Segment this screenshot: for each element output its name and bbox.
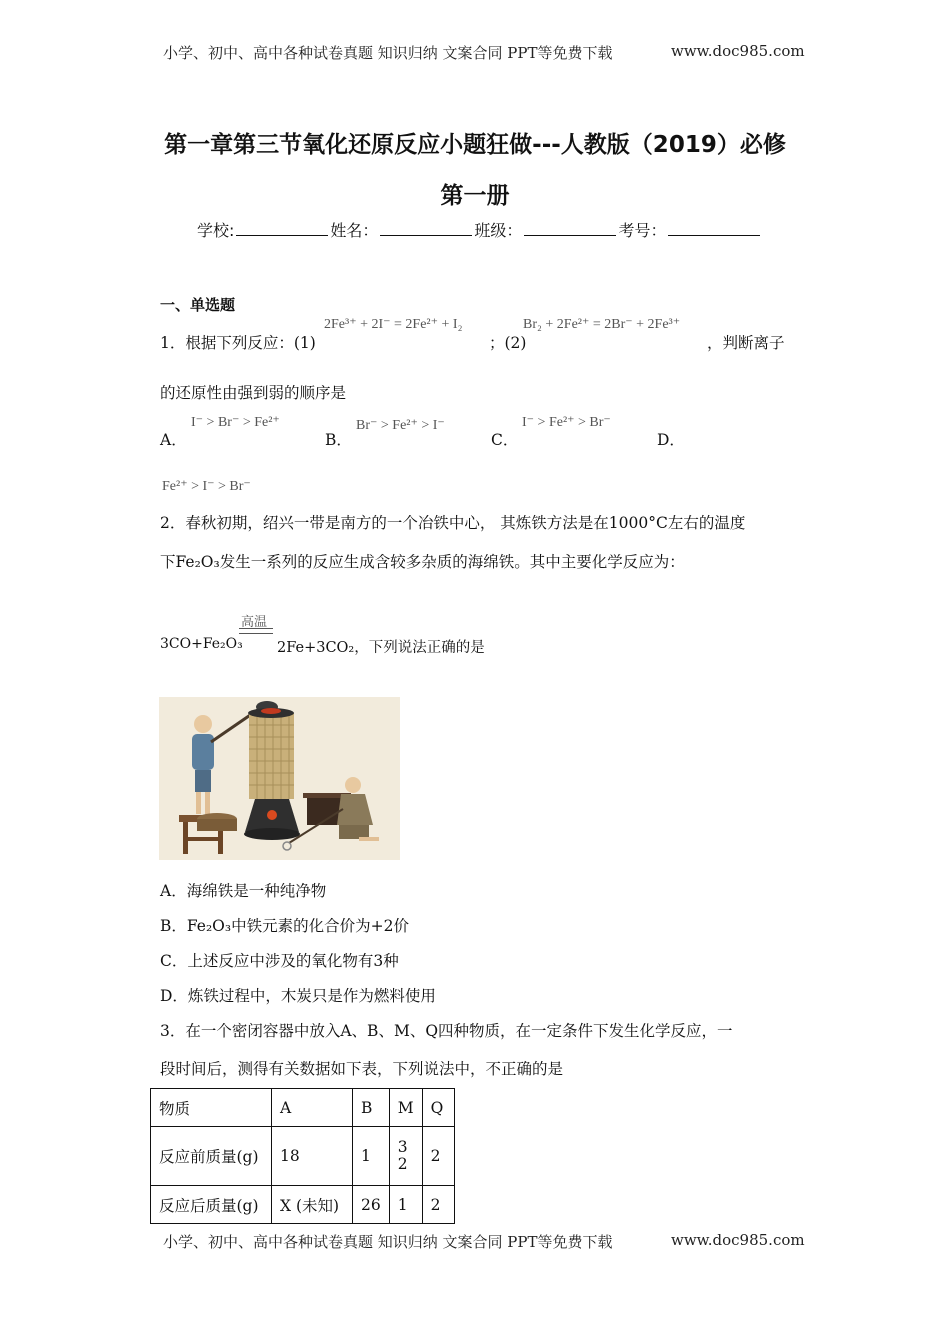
mass-table: [150, 1088, 455, 1224]
class-blank[interactable]: [524, 221, 616, 236]
q1-option-d-label[interactable]: D．: [657, 431, 685, 449]
table-cell: 26: [353, 1186, 390, 1224]
header-url[interactable]: www.doc985.com: [671, 42, 805, 60]
q1-equation-1: 2Fe³⁺ + 2I⁻ = 2Fe²⁺ + I₂: [324, 317, 463, 332]
table-cell: 1: [353, 1127, 390, 1186]
q1-prefix: 1．根据下列反应：(1): [160, 334, 316, 352]
table-header-row: [151, 1089, 455, 1127]
q2-option-a[interactable]: A．海绵铁是一种纯净物: [160, 882, 327, 900]
q3-line1: 3．在一个密闭容器中放入A、B、M、Q四种物质，在一定条件下发生化学反应，一: [160, 1022, 733, 1040]
q3-line2: 段时间后，测得有关数据如下表，下列说法中，不正确的是: [160, 1060, 564, 1078]
school-label: 学校:: [197, 221, 235, 240]
student-info: [197, 218, 762, 241]
q1-mid: ；(2): [489, 334, 527, 352]
q1-option-c-label[interactable]: C．: [491, 431, 519, 449]
table-row: [151, 1127, 455, 1186]
table-cell: 反应前质量(g): [151, 1127, 272, 1186]
q2-condition: 高温: [241, 614, 268, 629]
footer-text: 小学、初中、高中各种试卷真题 知识归纳 文案合同 PPT等免费下载: [163, 1233, 613, 1251]
q2-option-c[interactable]: C．上述反应中涉及的氧化物有3种: [160, 952, 399, 970]
table-cell: 反应后质量(g): [151, 1186, 272, 1224]
table-header-cell: 物质: [151, 1089, 272, 1127]
q1-option-b-formula: Br⁻ > Fe²⁺ > I⁻: [356, 418, 445, 433]
table-cell: 1: [389, 1186, 422, 1224]
q1-equation-2: Br₂ + 2Fe²⁺ = 2Br⁻ + 2Fe³⁺: [523, 317, 681, 332]
q1-suffix: ，判断离子: [707, 334, 785, 352]
table-cell: 2: [422, 1127, 454, 1186]
q2-product: 2Fe+3CO₂，下列说法正确的是: [277, 640, 485, 656]
q2-line2: 下Fe₂O₃发生一系列的反应生成含较多杂质的海绵铁。其中主要化学反应为：: [160, 553, 685, 571]
footer-url[interactable]: www.doc985.com: [671, 1231, 805, 1249]
school-blank[interactable]: [236, 221, 328, 236]
q1-option-d-formula: Fe²⁺ > I⁻ > Br⁻: [162, 479, 251, 494]
q1-option-a-label[interactable]: A．: [160, 431, 187, 449]
q2-option-d[interactable]: D．炼铁过程中，木炭只是作为燃料使用: [160, 987, 436, 1005]
q2-reactant: 3CO+Fe₂O₃: [160, 636, 243, 652]
q2-equals-sign: [239, 628, 273, 634]
q1-line2: 的还原性由强到弱的顺序是: [160, 384, 347, 402]
section-heading: 一、单选题: [160, 296, 236, 314]
table-cell: 2: [422, 1186, 454, 1224]
class-label: 班级：: [474, 221, 523, 240]
q2-line1: 2．春秋初期，绍兴一带是南方的一个冶铁中心， 其炼铁方法是在1000°C左右的温度: [160, 514, 746, 532]
table-row: [151, 1186, 455, 1224]
table-header-cell: M: [389, 1089, 422, 1127]
table-cell: 32: [389, 1127, 422, 1186]
table-cell: X (未知): [272, 1186, 353, 1224]
number-label: 考号：: [618, 221, 667, 240]
page-title-line2: 第一册: [440, 183, 510, 209]
name-blank[interactable]: [380, 221, 472, 236]
q2-option-b[interactable]: B．Fe₂O₃中铁元素的化合价为+2价: [160, 917, 409, 935]
number-blank[interactable]: [668, 221, 760, 236]
table-header-cell: Q: [422, 1089, 454, 1127]
name-label: 姓名：: [330, 221, 379, 240]
q1-option-b-label[interactable]: B．: [325, 431, 352, 449]
ironmaking-illustration: [159, 697, 400, 860]
page-title: 第一章第三节氧化还原反应小题狂做---人教版（2019）必修: [164, 132, 786, 158]
header-text: 小学、初中、高中各种试卷真题 知识归纳 文案合同 PPT等免费下载: [163, 44, 613, 62]
q1-option-c-formula: I⁻ > Fe²⁺ > Br⁻: [522, 415, 611, 430]
table-header-cell: B: [353, 1089, 390, 1127]
q1-option-a-formula: I⁻ > Br⁻ > Fe²⁺: [191, 415, 280, 430]
table-header-cell: A: [272, 1089, 353, 1127]
table-cell: 18: [272, 1127, 353, 1186]
